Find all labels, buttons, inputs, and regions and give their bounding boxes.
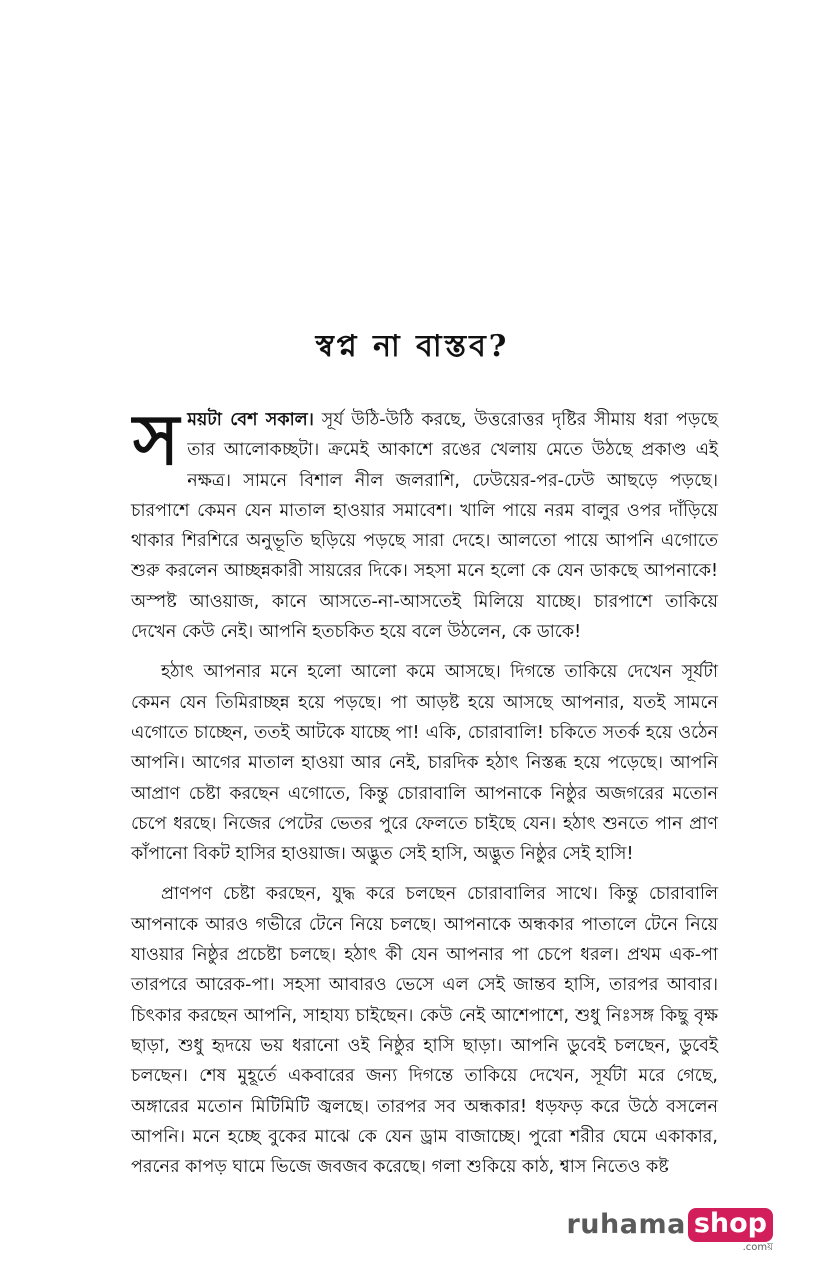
paragraph bbox=[131, 657, 718, 869]
chapter-body bbox=[131, 398, 718, 1192]
logo-shop-text: shop bbox=[688, 1208, 773, 1242]
logo-domain-suffix: .comয় bbox=[742, 1242, 773, 1253]
paragraph-text: প্রাণপণ চেষ্টা করছেন, যুদ্ধ করে চলছেন চোরাবালির সাথে। কিন্তু চোরাবালি আপনাকে আরও গভীরে টেনে নিয়ে চলছে। আপনাকে অন্ধকার পাতালে টেনে নিয়ে যাওয়ার নিষ্ঠুর প্রচেষ্টা চলছে। হঠাৎ কী যেন আপনার পা চেপে ধরল। প্রথম এক-পা তারপরে আরেক-পা। সহসা আবারও ভেসে এল সেই জান্তব হাসি, তারপর আবার। চিৎকার করছেন আপনি, সাহায্য চাইছেন। কেউ নেই আশেপাশে, শুধু নিঃসঙ্গ কিছু বৃক্ষ ছাড়া, শুধু হৃদয়ে ভয় ধরানো ওই নিষ্ঠুর হাসি ছাড়া। আপনি ডুবেই চলছেন, ডুবেই চলছেন। শেষ মুহূর্তে একবারের জন্য দিগন্তে তাকিয়ে দেখেন, সূর্যটা মরে গেছে, অঙ্গারের মতোন মিটিমিটি জ্বলছে। তারপর সব অন্ধকার! ধড়ফড় করে উঠে বসলেন আপনি। মনে হচ্ছে বুকের মাঝে কে যেন ড্রাম বাজাচ্ছে। পুরো শরীর ঘেমে একাকার, পরনের কাপড় ঘামে ভিজে জবজব করেছে। গলা শুকিয়ে কাঠ, শ্বাস নিতেও কষ্ট bbox=[131, 884, 718, 1178]
lead-phrase: ময়টা বেশ সকাল। bbox=[187, 410, 314, 430]
chapter-title: স্বপ্ন না বাস্তব? bbox=[315, 329, 510, 364]
logo-wordmark: ruhama bbox=[566, 1209, 686, 1240]
drop-cap: স bbox=[133, 398, 180, 481]
paragraph bbox=[131, 879, 718, 1182]
publisher-logo bbox=[566, 1208, 773, 1254]
logo-badge bbox=[688, 1208, 773, 1254]
paragraph-text: সূর্য উঠি-উঠি করছে, উত্তরোত্তর দৃষ্টির সীমায় ধরা পড়ছে তার আলোকচ্ছটা। ক্রমেই আকাশে রঙের খেলায় মেতে উঠছে প্রকাণ্ড এই নক্ষত্র। সামনে বিশাল নীল জলরাশি, ঢেউয়ের-পর-ঢেউ আছড়ে পড়ছে। চারপাশে কেমন যেন মাতাল হাওয়ার সমাবেশ। খালি পায়ে নরম বালুর ওপর দাঁড়িয়ে থাকার শিরশিরে অনুভূতি ছড়িয়ে পড়ছে সারা দেহে। আলতো পায়ে আপনি এগোতে শুরু করলেন আচ্ছন্নকারী সায়রের দিকে। সহসা মনে হলো কে যেন ডাকছে আপনাকে! অস্পষ্ট আওয়াজ, কানে আসতে-না-আসতেই মিলিয়ে যাচ্ছে। চারপাশে তাকিয়ে দেখেন কেউ নেই। আপনি হতচকিত হয়ে বলে উঠলেন, কে ডাকে! bbox=[131, 410, 718, 643]
paragraph bbox=[131, 398, 718, 647]
paragraph-text: হঠাৎ আপনার মনে হলো আলো কমে আসছে। দিগন্তে তাকিয়ে দেখেন সূর্যটা কেমন যেন তিমিরাচ্ছন্ন হয়ে পড়ছে। পা আড়ষ্ট হয়ে আসছে আপনার, যতই সামনে এগোতে চাচ্ছেন, ততই আটকে যাচ্ছে পা! একি, চোরাবালি! চকিতে সতর্ক হয়ে ওঠেন আপনি। আগের মাতাল হাওয়া আর নেই, চারদিক হঠাৎ নিস্তব্ধ হয়ে পড়েছে। আপনি আপ্রাণ চেষ্টা করছেন এগোতে, কিন্তু চোরাবালি আপনাকে নিষ্ঠুর অজগরের মতোন চেপে ধরছে। নিজের পেটের ভেতর পুরে ফেলতে চাইছে যেন। হঠাৎ শুনতে পান প্রাণ কাঁপানো বিকট হাসির হাওয়াজ। অদ্ভুত সেই হাসি, অদ্ভুত নিষ্ঠুর সেই হাসি! bbox=[131, 662, 718, 865]
